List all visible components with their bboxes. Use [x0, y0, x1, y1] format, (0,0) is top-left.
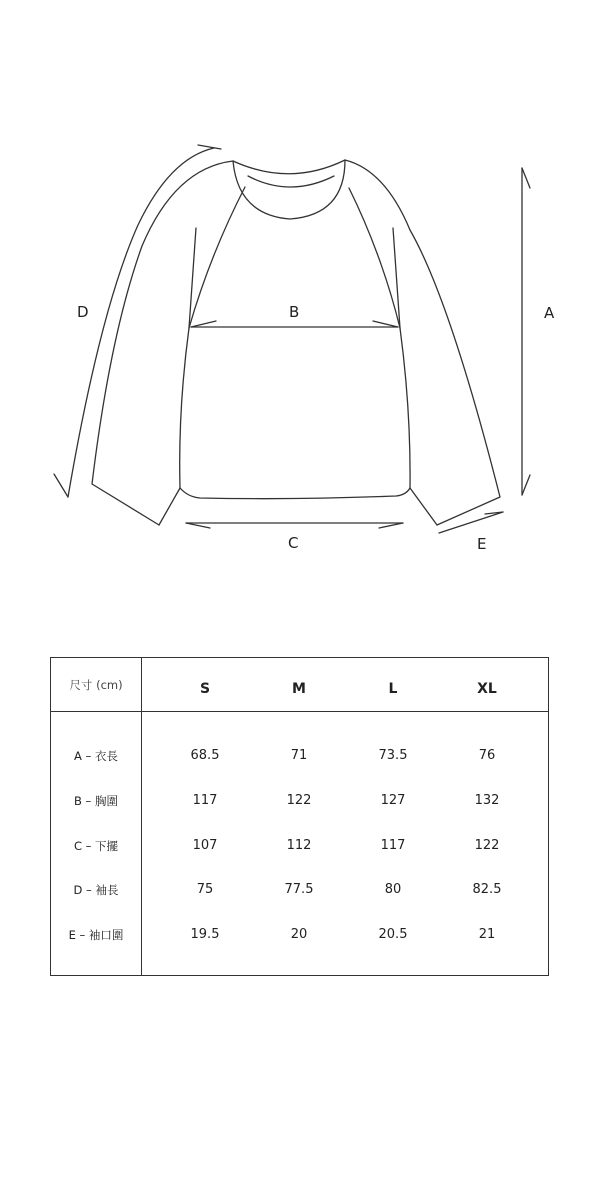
right-cuff [410, 488, 437, 525]
table-header-unit: 尺寸 (cm) [69, 678, 123, 692]
left-cuff [159, 488, 180, 525]
size-table [50, 657, 549, 976]
cell-c-m: 112 [286, 838, 312, 853]
left-sleeve-outer [92, 161, 233, 525]
cell-e-s: 19.5 [190, 927, 220, 942]
cell-b-s: 117 [192, 793, 218, 808]
measure-b-arrow-right [373, 321, 398, 327]
cell-e-m: 20 [290, 927, 308, 942]
right-sleeve-outer [345, 160, 500, 525]
cell-b-xl: 132 [474, 793, 500, 808]
left-sleeve-inner [189, 228, 196, 328]
row-label-d: D – 袖長 [73, 883, 119, 897]
table-header-divider [51, 711, 548, 712]
cell-a-l: 73.5 [378, 748, 408, 763]
cell-d-m: 77.5 [284, 882, 314, 897]
row-label-c: C – 下擺 [73, 839, 119, 853]
body-left-side [180, 328, 189, 488]
cell-b-m: 122 [286, 793, 312, 808]
size-header-l: L [388, 681, 398, 697]
cell-e-l: 20.5 [378, 927, 408, 942]
cell-a-xl: 76 [478, 748, 496, 763]
size-header-s: S [199, 681, 211, 697]
cell-a-s: 68.5 [190, 748, 220, 763]
cell-b-l: 127 [380, 793, 406, 808]
measure-a-arrow-top [522, 168, 530, 188]
measure-a-arrow-bottom [522, 475, 530, 495]
body-hem [180, 488, 410, 499]
raglan-seam-right [349, 188, 400, 328]
cell-e-xl: 21 [478, 927, 496, 942]
cell-d-l: 80 [384, 882, 402, 897]
label-e: E [477, 535, 487, 553]
cell-c-xl: 122 [474, 838, 500, 853]
measure-c-arrow-right [379, 523, 403, 528]
size-header-xl: XL [477, 681, 497, 697]
measure-c-arrow-left [186, 523, 210, 528]
label-a: A [544, 304, 555, 322]
row-label-a: A – 衣長 [74, 749, 118, 763]
measure-e-line [439, 512, 503, 533]
raglan-seam-left [189, 187, 245, 328]
body-right-side [400, 328, 410, 488]
neckband [233, 160, 345, 219]
cell-d-xl: 82.5 [472, 882, 502, 897]
cell-c-l: 117 [380, 838, 406, 853]
label-b: B [289, 303, 300, 321]
row-label-b: B – 胸圍 [74, 794, 118, 808]
size-header-m: M [292, 681, 306, 697]
neckline-outer [233, 160, 345, 174]
label-d: D [77, 303, 89, 321]
neckline-inner [248, 176, 334, 187]
cell-d-s: 75 [196, 882, 214, 897]
table-column-divider [141, 658, 142, 975]
cell-a-m: 71 [290, 748, 308, 763]
measure-d-arrow-bottom [54, 474, 68, 497]
cell-c-s: 107 [192, 838, 218, 853]
label-c: C [288, 534, 299, 552]
measure-d-line [68, 148, 214, 497]
measure-b-arrow-left [191, 321, 216, 327]
row-label-e: E – 袖口圍 [68, 928, 124, 942]
measure-d-arrow-top [198, 145, 221, 149]
